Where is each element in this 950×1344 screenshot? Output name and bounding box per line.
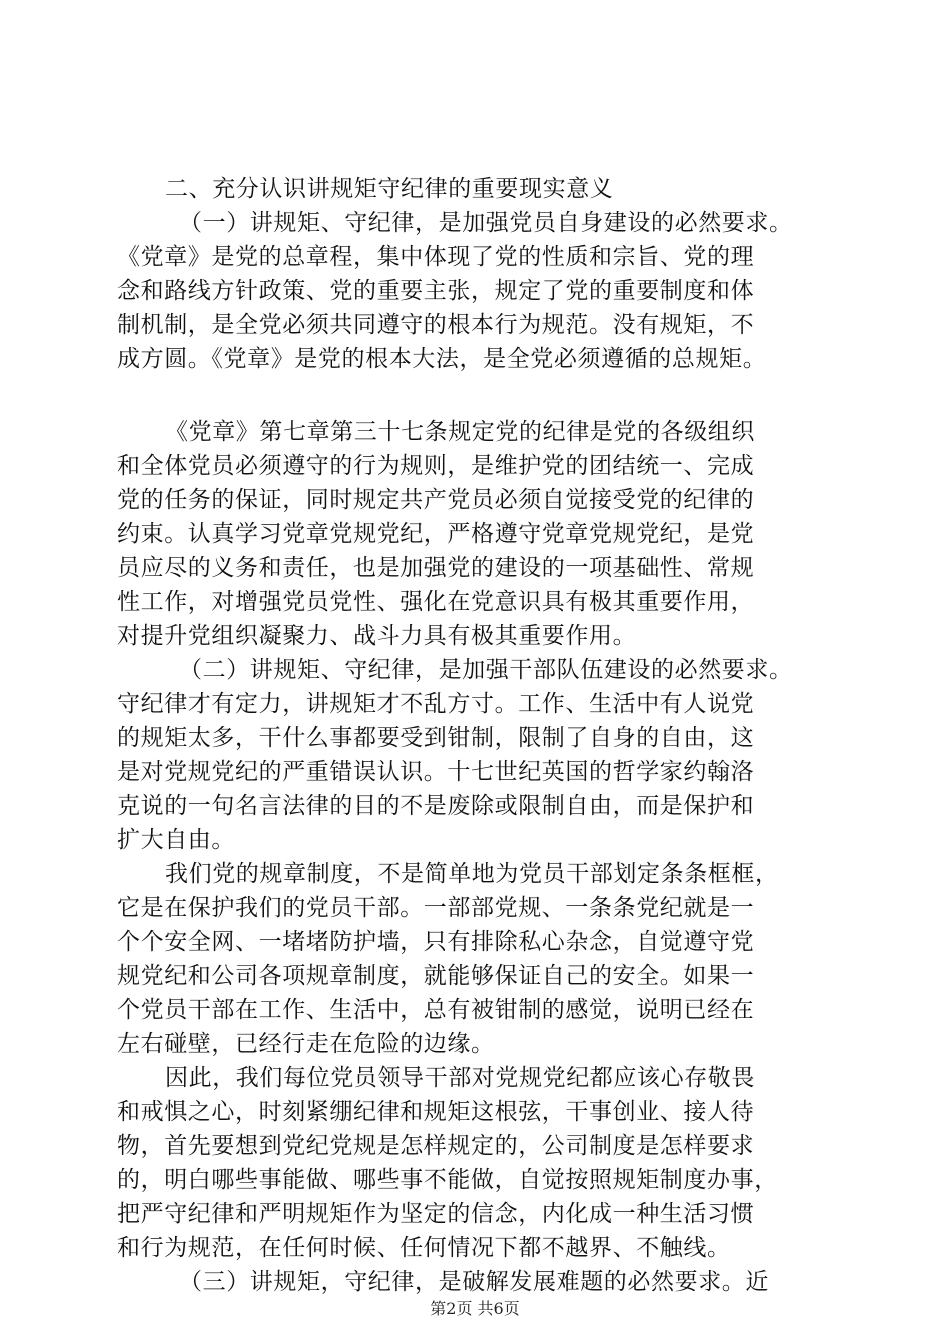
paragraph-3-line-2: 守纪律才有定力，讲规矩才不乱方寸。工作、生活中有人说党 <box>117 691 755 717</box>
paragraph-3-line-1: （二）讲规矩、守纪律，是加强干部队伍建设的必然要求。 <box>179 657 793 683</box>
paragraph-5-line-3: 物，首先要想到党纪党规是怎样规定的，公司制度是怎样要求 <box>117 1133 755 1159</box>
paragraph-4-line-3: 个个安全网、一堵堵防护墙，只有排除私心杂念，自觉遵守党 <box>117 929 755 955</box>
section-heading: 二、充分认识讲规矩守纪律的重要现实意义 <box>165 176 614 202</box>
paragraph-1-line-5: 成方圆。《党章》是党的根本大法，是全党必须遵循的总规矩。 <box>117 346 767 372</box>
paragraph-1-line-1: （一）讲规矩、守纪律，是加强党员自身建设的必然要求。 <box>179 210 793 236</box>
paragraph-1-line-4: 制机制，是全党必须共同遵守的根本行为规范。没有规矩，不 <box>117 312 755 338</box>
paragraph-1-line-2: 《党章》是党的总章程，集中体现了党的性质和宗旨、党的理 <box>117 244 755 270</box>
paragraph-3-line-3: 的规矩太多，干什么事都要受到钳制，限制了自身的自由，这 <box>117 725 755 751</box>
paragraph-2-line-4: 约束。认真学习党章党规党纪，严格遵守党章党规党纪，是党 <box>117 521 755 547</box>
page-footer: 第2页 共6页 <box>430 1299 520 1318</box>
paragraph-4-line-4: 规党纪和公司各项规章制度，就能够保证自己的安全。如果一 <box>117 963 755 989</box>
paragraph-2-line-6: 性工作，对增强党员党性、强化在党意识具有极其重要作用， <box>117 589 755 615</box>
document-body <box>117 172 843 376</box>
paragraph-5-line-5: 把严守纪律和严明规矩作为坚定的信念，内化成一种生活习惯 <box>117 1201 755 1227</box>
paragraph-2-line-7: 对提升党组织凝聚力、战斗力具有极其重要作用。 <box>117 623 637 649</box>
paragraph-2-line-5: 员应尽的义务和责任，也是加强党的建设的一项基础性、常规 <box>117 555 755 581</box>
paragraph-4-line-6: 左右碰壁，已经行走在危险的边缘。 <box>117 1031 495 1057</box>
paragraph-4-line-2: 它是在保护我们的党员干部。一部部党规、一条条党纪就是一 <box>117 895 755 921</box>
paragraph-3-line-6: 扩大自由。 <box>117 827 235 853</box>
paragraph-6-line-1: （三）讲规矩，守纪律，是破解发展难题的必然要求。近 <box>179 1269 769 1295</box>
paragraph-3-line-5: 克说的一句名言法律的目的不是废除或限制自由，而是保护和 <box>117 793 755 819</box>
paragraph-5-line-1: 因此，我们每位党员领导干部对党规党纪都应该心存敬畏 <box>165 1065 755 1091</box>
paragraph-4-line-5: 个党员干部在工作、生活中，总有被钳制的感觉，说明已经在 <box>117 997 755 1023</box>
paragraph-1-line-3: 念和路线方针政策、党的重要主张，规定了党的重要制度和体 <box>117 278 755 304</box>
paragraph-2-line-1: 《党章》第七章第三十七条规定党的纪律是党的各级组织 <box>165 419 755 445</box>
paragraph-3-line-4: 是对党规党纪的严重错误认识。十七世纪英国的哲学家约翰洛 <box>117 759 755 785</box>
paragraph-4-line-1: 我们党的规章制度，不是简单地为党员干部划定条条框框， <box>165 861 779 887</box>
paragraph-5-line-2: 和戒惧之心，时刻紧绷纪律和规矩这根弦，干事创业、接人待 <box>117 1099 755 1125</box>
paragraph-5-line-4: 的，明白哪些事能做、哪些事不能做，自觉按照规矩制度办事， <box>117 1167 778 1193</box>
document-body-continued <box>117 415 843 1299</box>
paragraph-5-line-6: 和行为规范，在任何时候、任何情况下都不越界、不触线。 <box>117 1235 731 1261</box>
paragraph-2-line-2: 和全体党员必须遵守的行为规则，是维护党的团结统一、完成 <box>117 453 755 479</box>
paragraph-2-line-3: 党的任务的保证，同时规定共产党员必须自觉接受党的纪律的 <box>117 487 755 513</box>
